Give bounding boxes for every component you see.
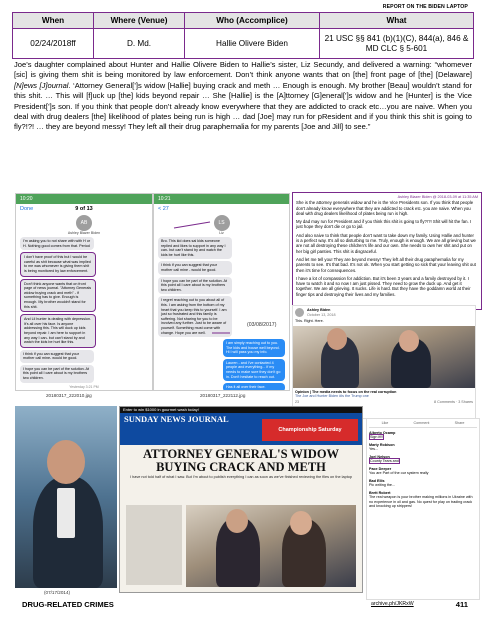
comment-share-count: 8 Comments · 3 Shares xyxy=(434,399,473,404)
masthead-title: SUNDAY NEWS JOURNAL xyxy=(124,414,229,424)
message-bubble: I think if you can suggest that your mother call mine- would be good. xyxy=(20,350,94,363)
comment-text: County Tears and xyxy=(370,459,399,463)
photo-face xyxy=(399,330,419,352)
done-button[interactable]: Done xyxy=(20,206,34,212)
post-photo xyxy=(293,326,475,388)
paper-sidebar: Championship Saturday xyxy=(262,419,358,441)
comment-text: Pic writing the... xyxy=(369,483,396,487)
comment xyxy=(369,443,477,452)
comment-author[interactable]: Alberto Ocamp xyxy=(369,430,396,435)
message-bubble: Don't think anyone wants that on front page of news journal. "Attorney Generals widow buying crack and meth" - if something has to give. Enough is enough. My brother wouldn't stand for this shit. xyxy=(20,279,96,313)
paper-masthead xyxy=(120,413,362,445)
contact-name: Liz xyxy=(219,231,224,235)
page-number: 411 xyxy=(455,600,468,609)
comment xyxy=(369,479,477,488)
comment xyxy=(369,467,477,476)
excerpt-para: And let me tell you! They are beyond messy! They left all their drug paraphernalia for my parents to see. It's that bad. It's not ok. When you start getting so sick that your leaving shit out then it's time for consequences. xyxy=(296,256,476,273)
status-bar xyxy=(154,194,289,204)
comment-author[interactable]: Joel Nelson xyxy=(369,454,390,459)
link-subtitle[interactable]: The Joe and Hunter Biden #Is the Trump one xyxy=(295,394,369,398)
footer-section: DRUG-RELATED CRIMES xyxy=(22,600,114,609)
status-time: 10:21 xyxy=(158,196,171,202)
message-bubble-outgoing: Lauren - and I've contacted 4 people and everything... if my needs to make sure they don't go in. Don't hesitate to reach out. xyxy=(223,359,285,381)
archive-link[interactable]: archive.ph/JKRxW xyxy=(371,601,414,607)
fb-comments xyxy=(366,418,480,600)
message-bubble: I hope you can be part of the solution. At this point all I care about is my brothers two children. xyxy=(158,277,232,295)
avatar: AB xyxy=(76,215,92,231)
post-text: This. Right. Here. xyxy=(295,319,324,323)
status-time: 10:20 xyxy=(20,196,33,202)
col-where: Where (Venue) xyxy=(94,13,185,29)
comment xyxy=(369,455,477,464)
excerpt-para: She is the attorney generals widow and he is the Vice Presidents son. If you think that people don't already know everywhere that they are addicted to crack etc. you are naive. When you deal with drug dealers likelihood of plates being run is high. xyxy=(296,200,474,216)
photo-shirt xyxy=(57,488,75,538)
photo-face xyxy=(290,511,312,535)
post-actions xyxy=(369,421,477,428)
timestamp: Yesterday 3:21 PM xyxy=(69,384,99,389)
message-bubble: I hope you can be part of the solution. At this point all I care about is my brothers two children. xyxy=(20,365,94,383)
post-header xyxy=(293,306,475,319)
post-meta xyxy=(307,308,336,317)
paper-topline: Enter to win $1000 in gourmet wash today! xyxy=(120,407,362,413)
comment-author[interactable]: Brett Robert xyxy=(369,490,391,495)
message-bubble: And Lil hunter is dealing with depression. It's all over his face. Is anyone addressing this. This will duck up kids beyond repair. I am here to support in any way I can- but can't stand by and watch the kids be hurt like this. xyxy=(20,314,96,348)
table-header-row xyxy=(13,13,474,29)
paper-subhead: I have not told half of what I saw. But I'm about to publish everything I can as soon as we've finished reviewing the files on the laptop xyxy=(129,475,352,479)
share-count: 3 Shares xyxy=(458,399,473,404)
post-stats xyxy=(293,399,475,406)
comment-button[interactable]: Comment xyxy=(413,421,430,425)
comment-author[interactable]: Pace Deeper xyxy=(369,466,392,471)
file-caption-1: 20180317_222010.jpg xyxy=(46,393,92,398)
annotation-arrows xyxy=(170,208,230,348)
message-counter: 9 of 13 xyxy=(75,206,93,212)
file-caption-2: 20180317_222112.jpg xyxy=(200,393,246,398)
comment-author[interactable]: Marty Robison xyxy=(369,442,395,447)
para-text-1: Joe’s daughter complained about Hunter and Hallie Olivere Biden to Hallie’s sister, Liz Secundy, and delivered a warning: “whomever [sic] is giving them shit is being monitored by law enforcement. Don’t think anyone wants that on [the] front page of [the] [Delaware] xyxy=(14,60,472,80)
message-bubble: I regret reaching out to you about all of this. I am asking from the bottom of my heart that you keep this to yourself. I am just so frustrated and this family is suffering. Not sharing for you to be involved any further. Just to be aware of yourself. Something must come with change. Hope you are well. xyxy=(158,296,232,337)
table-row xyxy=(13,29,474,59)
excerpt-author: Ashley Blazer Biden @ 2018-03-09 at 11:35 AM xyxy=(397,195,478,199)
paper-photo xyxy=(186,505,356,587)
comment-count: 8 Comments xyxy=(434,399,455,404)
comment-text: Yes... xyxy=(369,447,379,451)
comment xyxy=(369,491,477,509)
cell-where: D. Md. xyxy=(94,29,185,59)
message-bubble: I'm asking you to not share with with H or H. Nothing good comes from that. Period xyxy=(20,237,94,250)
back-button[interactable]: < 27 xyxy=(158,206,169,212)
cell-what: 21 USC §§ 841 (b)(1)(C), 844(a), 846 & MD CLC § 5-601 xyxy=(320,29,474,59)
photo-face xyxy=(226,509,248,533)
comment-author[interactable]: Bad Ellis xyxy=(369,478,385,483)
fb-post xyxy=(292,305,476,419)
charge-table xyxy=(12,12,474,59)
newspaper-mockup xyxy=(119,406,363,593)
like-count: 23 xyxy=(295,399,300,404)
post-author[interactable]: Ashley Biden xyxy=(307,308,331,312)
cell-who: Hallie Olivere Biden xyxy=(185,29,320,59)
col-what: What xyxy=(320,13,474,29)
col-who: Who (Accomplice) xyxy=(185,13,320,29)
comment-text: The real weapon is your brother making millions in Ukraine with no experience in oil and gas. No quest for play on trading crack and knocking up strippers! xyxy=(369,495,473,508)
paper-headline: ATTORNEY GENERAL'S WIDOW BUYING CRACK AND METH xyxy=(142,447,340,474)
paper-column xyxy=(126,505,182,585)
message-bubble: Bro. This kid does sai kids someone replied and likes to support in any way I can- but can't stand by and watch the kids be hurt like this. xyxy=(158,237,232,259)
date-label: (03/08/2017) xyxy=(247,322,277,328)
excerpt-para: I have a lot of compassion for addiction. But it's been 3 years and a family destroyed by it. I have to watch it and so now I am just pissed. They need to grow the duck up. And get it together. We are all grieving. It sucks. Life is hard. But they have the goddamn world at their finger tips and destroying their lives and my families. xyxy=(296,275,471,297)
status-bar xyxy=(16,194,152,204)
excerpt-para: My dad may run for President and if you think this shit is going to fly?!?! Shit will hit the fan. I just hope they don't die or go to jail. xyxy=(296,219,472,230)
message-bubble-outgoing: Has it all over their face. xyxy=(223,383,285,391)
comment xyxy=(369,431,477,440)
col-when: When xyxy=(13,13,94,29)
like-button[interactable]: Like xyxy=(381,421,389,425)
cell-when: 02/24/2018ff xyxy=(13,29,94,59)
message-bubble: I don't have proof of this but I would be careful as shit because what was implied to me was whomever is giving them shit is being monitored by law enforcement. xyxy=(20,252,96,276)
comment-text: Sign it!!! xyxy=(370,435,384,439)
avatar xyxy=(295,308,304,317)
message-bubble-outgoing: I am simply reaching out to you. The kids and house well beyond. Hi I will pass you my info. xyxy=(223,339,285,357)
fb-message-excerpt xyxy=(292,192,482,310)
quote-paragraph xyxy=(14,60,472,133)
phone-screenshot-1 xyxy=(15,193,153,391)
report-header: REPORT ON THE BIDEN LAPTOP xyxy=(382,4,468,10)
photo-beau-biden xyxy=(15,406,117,588)
comment-text: You are Part of the our system really xyxy=(369,471,429,475)
para-text-2: . ‘Attorney General[’]s widow [Hallie] buying crack and meth … Enough is enough. My brother [Beau] wouldn’t stand for this shit. … This will [f]uck up [the] kids beyond repair … She [Hallie] is the [A]ttorney [G]eneral[’]s widow and he [Hunter] is the Vice President[’]s son. If you think that people don’t already know everywhere that they are addicted to crack etc…you are naive. When you deal with drug dealers [the] likelihood of plates being run is high … dad [Joe] may run for pResident and if you think this shit is going to fly?!?! … they are beyond messy! They left all their drug paraphernalia for my parents [Joe and Jill] to see.” xyxy=(14,80,472,132)
contact-name: Ashley Blazer Biden xyxy=(67,231,101,235)
phone-nav xyxy=(16,204,152,214)
arrow-line xyxy=(174,222,210,228)
link-title[interactable]: Opinion | The media needs to focus on the real corruption xyxy=(295,389,397,394)
message-bubble: I think if you can suggest that your mother call mine - would be good. xyxy=(158,261,232,274)
avatar: LS xyxy=(214,215,230,231)
photo-face xyxy=(327,328,347,350)
para-italic: [N]ews [J]ournal xyxy=(14,80,69,90)
photo-caption: (07/17/2014) xyxy=(44,590,71,595)
excerpt-para: And also naive to think that people don't want to take down my family. Using Hallie and hunter is a perfect way. It's all so disturbing to me. Truly, enough is enough. We are all grieving but we are not all destroying these children's life and our own. She needs to own her shit and put on her big girl panties. This shit is disgraceful. xyxy=(296,232,476,254)
photo-face xyxy=(47,440,85,484)
post-date: October 13, 2018 xyxy=(307,312,336,317)
share-button[interactable]: Share xyxy=(454,421,465,425)
